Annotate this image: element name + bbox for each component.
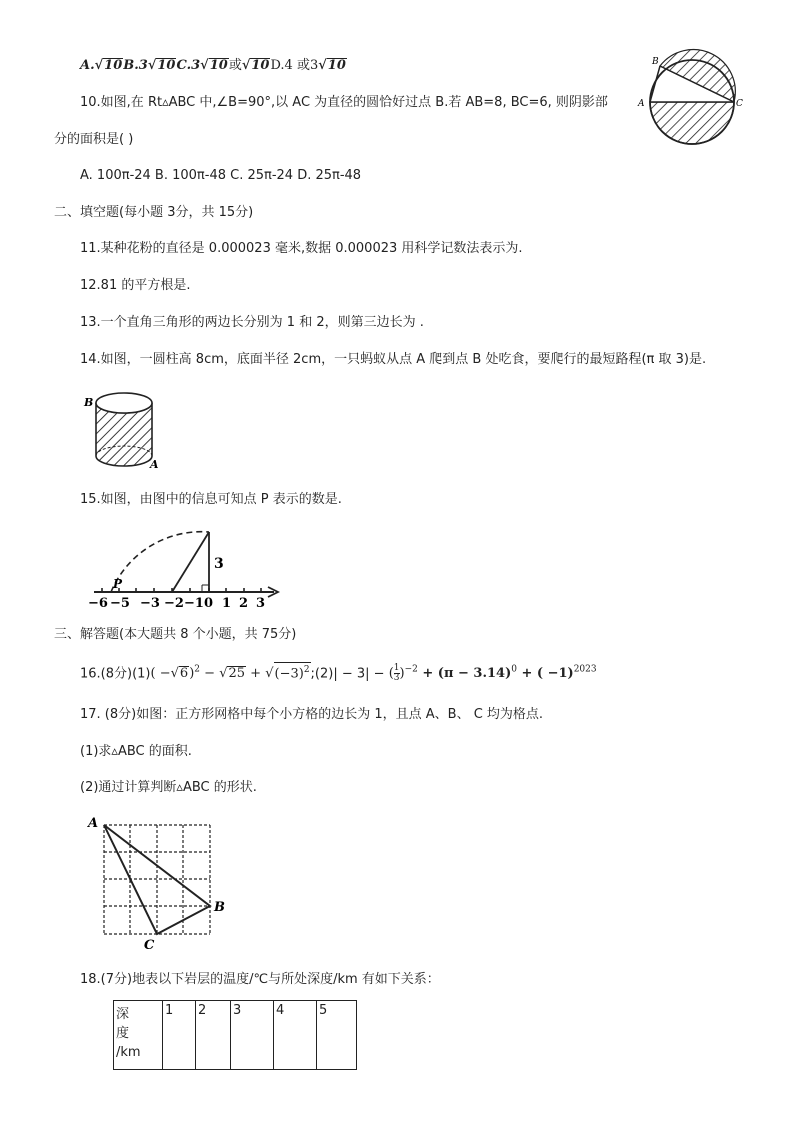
q14-label-b: B [84, 396, 94, 409]
q15-tick: −5 [110, 596, 130, 611]
q18-text: 18.(7分)地表以下岩层的温度/℃与所处深度/km 有如下关系： [80, 972, 440, 987]
q15-number-line-figure [84, 520, 284, 610]
q13: 13.一个直角三角形的两边长分别为 1 和 2，则第三边长为 . [80, 315, 424, 330]
q18-table [113, 1000, 357, 1070]
q15-tick: 0 [204, 596, 214, 611]
table-cell: 5 [317, 1001, 357, 1070]
table-cell: 3 [231, 1001, 274, 1070]
q15-label-3: 3 [214, 556, 224, 572]
q17-label-c: C [144, 938, 155, 953]
q15-tick: 2 [239, 596, 249, 611]
q14-text: 14.如图，一圆柱高 8cm，底面半径 2cm，一只蚂蚁从点 A 爬到点 B 处吃食，要爬行的最短路程(π 取 3)是. [80, 352, 707, 367]
q15-tick: −1 [184, 596, 204, 611]
q15-tick: −3 [140, 596, 160, 611]
q15-tick: 1 [222, 596, 232, 611]
q15-tick: −2 [164, 596, 184, 611]
table-header-cell [114, 1001, 163, 1070]
q17-label-a: A [88, 816, 99, 831]
q17-sub1: (1)求▵ABC 的面积. [80, 744, 192, 759]
q9-options: A.√10B.3√10C.3√10或√10D.4 或3√10 [80, 58, 346, 73]
q17-sub2: (2)通过计算判断▵ABC 的形状. [80, 780, 257, 795]
q11: 11.某种花粉的直径是 0.000023 毫米,数据 0.000023 用科学记数法表示为. [80, 241, 523, 256]
q17-label-b: B [214, 900, 225, 915]
q10-line2: 分的面积是( ) [54, 132, 134, 147]
q12: 12.81 的平方根是. [80, 278, 191, 293]
depth-unit: /km [116, 1045, 141, 1060]
q16-fraction: $\frac{1}{3}$ [393, 663, 400, 684]
section2-title: 二、填空题(每小题 3分，共 15分) [54, 205, 254, 220]
q15-label-p: P [113, 577, 123, 591]
section3-title: 三、解答题(本大题共 8 个小题，共 75分) [54, 627, 297, 642]
q14-cylinder-figure [84, 386, 164, 474]
q15-text: 15.如图，由图中的信息可知点 P 表示的数是. [80, 492, 342, 507]
table-row [114, 1001, 357, 1070]
depth-label: 深 度 [116, 1007, 147, 1041]
q17-grid-figure [84, 813, 234, 951]
q16-expression: 16.(8分)$(1)( -√6)^2 - √25$ + $√(-3)^2;(2)| - 3|$ − ( $\frac{1}{3}$ )$^{-2} + (\pi - 3.14)^0$ + ( −1)$^{2023}$ [80, 663, 597, 684]
table-cell: 4 [274, 1001, 317, 1070]
q10-label-a: A [638, 99, 645, 109]
q10-options: A. 100π-24 B. 100π-48 C. 25π-24 D. 25π-48 [80, 168, 362, 183]
table-cell: 2 [196, 1001, 231, 1070]
q15-tick: −6 [88, 596, 108, 611]
table-cell: 1 [163, 1001, 196, 1070]
q10-label-c: C [736, 99, 743, 109]
q10-label-b: B [652, 57, 659, 67]
q14-label-a: A [150, 458, 159, 471]
q15-tick: 3 [256, 596, 266, 611]
q10-circle-figure [638, 52, 742, 156]
q10-line1: 10.如图,在 Rt▵ABC 中,∠B=90°,以 AC 为直径的圆恰好过点 B.若 AB=8, BC=6, 则阴影部 [80, 95, 608, 110]
q17-text: 17. (8分)如图：正方形网格中每个小方格的边长为 1，且点 A、B、 C 均为格点. [80, 707, 544, 722]
